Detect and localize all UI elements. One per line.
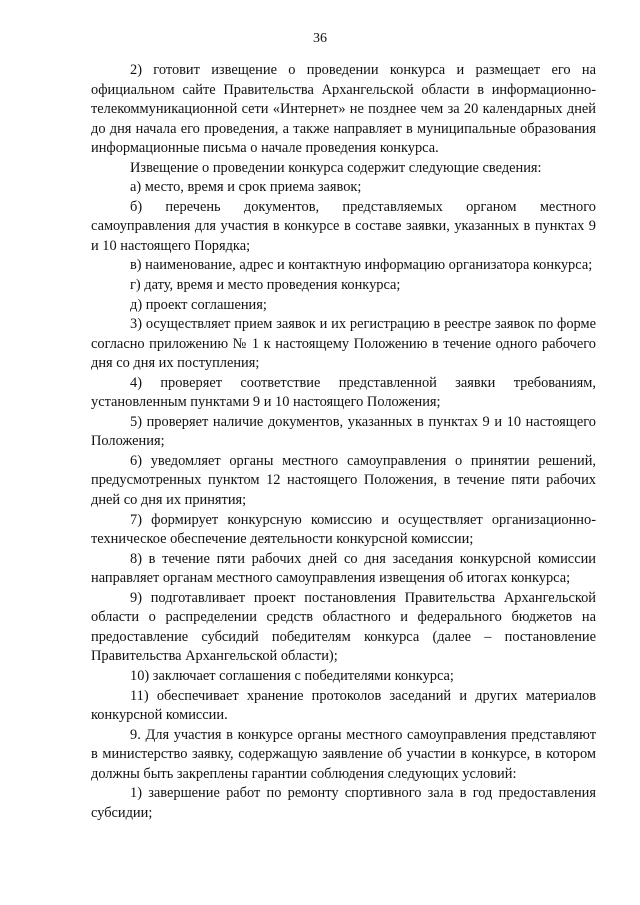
list-item: д) проект соглашения;: [130, 296, 267, 313]
list-item: а) место, время и срок приема заявок;: [130, 179, 362, 196]
list-item: 4) проверяет соответствие представленной заявки требованиям, установленным пунктами 9 и 10 настоящего Положения;: [91, 374, 596, 411]
list-item: 5) проверяет наличие документов, указанных в пунктах 9 и 10 настоящего Положения;: [91, 413, 596, 450]
list-item: 10) заключает соглашения с победителями конкурса;: [130, 667, 454, 684]
list-item: в) наименование, адрес и контактную информацию организатора конкурса;: [130, 257, 593, 274]
list-item: 6) уведомляет органы местного самоуправления о принятии решений, предусмотренных пунктом 12 настоящего Положения, в течение пяти рабочих дней со дня их принятия;: [91, 452, 596, 509]
list-item: г) дату, время и место проведения конкурса;: [130, 277, 401, 294]
list-item: 3) осуществляет прием заявок и их регистрацию в реестре заявок по форме согласно приложению № 1 к настоящему Положению в течение одного рабочего дня со дня их поступления;: [91, 316, 596, 372]
list-item: 7) формирует конкурсную комиссию и осуществляет организационно-техническое обеспечение деятельности конкурсной комиссии;: [91, 511, 596, 548]
paragraph: Извещение о проведении конкурса содержит следующие сведения:: [130, 159, 542, 176]
list-item: 11) обеспечивает хранение протоколов заседаний и других материалов конкурсной комиссии.: [91, 687, 596, 724]
list-item: 9) подготавливает проект постановления Правительства Архангельской области о распределении средств областного и федерального бюджетов на предоставление субсидий победителям конкурса (далее – постановление Правительства Архангельской области);: [91, 589, 596, 665]
body-text: [91, 61, 596, 823]
paragraph: 2) готовит извещение о проведении конкурса и размещает его на официальном сайте Правительства Архангельской области в информационно-телекоммуникационной сети «Интернет» не позднее чем за 20 календарных дней до дня начала его проведения, а также направляет в муниципальные образования информационные письма о начале проведения конкурса.: [91, 62, 596, 157]
paragraph: 9. Для участия в конкурсе органы местного самоуправления представляют в министерство заявку, содержащую заявление об участии в конкурсе, в котором должны быть закреплены гарантии соблюдения следующих условий:: [91, 726, 596, 782]
page-number: 36: [313, 31, 327, 46]
list-item: б) перечень документов, представляемых органом местного самоуправления для участия в конкурсе в составе заявки, указанных в пунктах 9 и 10 настоящего Порядка;: [91, 198, 596, 254]
list-item: 1) завершение работ по ремонту спортивного зала в год предоставления субсидии;: [91, 785, 596, 821]
list-item: 8) в течение пяти рабочих дней со дня заседания конкурсной комиссии направляет органам местного самоуправления извещения об итогах конкурса;: [91, 550, 596, 587]
